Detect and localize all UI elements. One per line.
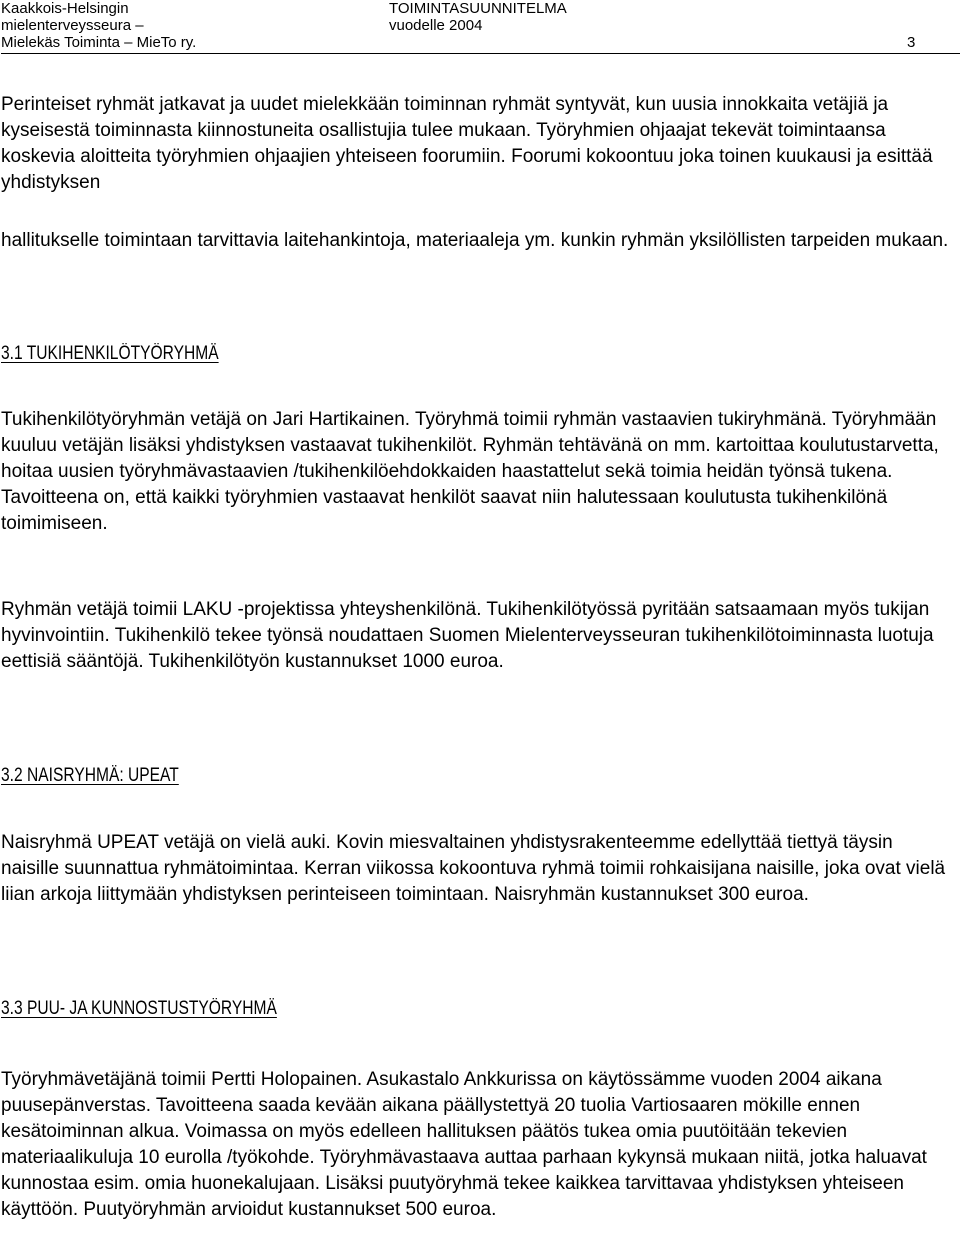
section-heading-3-2 <box>1 764 179 788</box>
page-number: 3 <box>907 34 916 51</box>
header-document-title <box>389 0 567 34</box>
section-heading-3-1-text: 3.1 TUKIHENKILÖTYÖRYHMÄ <box>1 343 219 364</box>
header-title-line-1: TOIMINTASUUNNITELMA <box>389 0 567 17</box>
intro-paragraph-part-1: Perinteiset ryhmät jatkavat ja uudet mielekkään toiminnan ryhmät syntyvät, kun uusia innokkaita vetäjiä ja kyseisestä toiminnasta kiinnostuneita osallistujia tulee mukaan. Työryhmien ohjaajat tekevät toimintaansa koskevia aloitteita työryhmien ohjaajien yhteiseen foorumiin. Foorumi kokoontuu joka toinen kuukausi ja esittää yhdistyksen <box>1 94 933 193</box>
section-3-1-paragraph-1: Tukihenkilötyöryhmän vetäjä on Jari Hartikainen. Työryhmä toimii ryhmän vastaavien tukiryhmänä. Työryhmään kuuluu vetäjän lisäksi yhdistyksen vastaavat tukihenkilöt. Ryhmän tehtävänä on mm. kartoittaa koulutustarvetta, hoitaa uusien työryhmävastaavien /tukihenkilöehdokkaiden haastattelut sekä toimia heidän työnsä tukena. Tavoitteena on, että kaikki työryhmien vastaavat henkilöt saavat niin halutessaan koulutusta tukihenkilönä toimimiseen. <box>1 409 939 534</box>
section-3-2-paragraph: Naisryhmä UPEAT vetäjä on vielä auki. Kovin miesvaltainen yhdistysrakenteemme edellyttää tiettyä täysin naisille suunnattua ryhmätoimintaa. Kerran viikossa kokoontuva ryhmä toimii rohkaisijana naisille, joka ovat vielä liian arkoja liittymään yhdistyksen perinteiseen toimintaan. Naisryhmän kustannukset 300 euroa. <box>1 832 946 905</box>
header-org-line-1: Kaakkois-Helsingin <box>1 0 129 17</box>
section-heading-3-3-text: 3.3 PUU- JA KUNNOSTUSTYÖRYHMÄ <box>1 998 277 1019</box>
header-title-line-2: vuodelle 2004 <box>389 17 483 34</box>
header-divider <box>1 53 960 54</box>
header-org-line-2: mielenterveysseura – <box>1 17 144 34</box>
section-heading-3-2-text: 3.2 NAISRYHMÄ: UPEAT <box>1 765 179 786</box>
intro-paragraph-part-2: hallitukselle toimintaan tarvittavia laitehankintoja, materiaaleja ym. kunkin ryhmän yksilöllisten tarpeiden mukaan. <box>1 230 949 251</box>
section-heading-3-1 <box>1 342 219 366</box>
header-org-line-3: Mielekäs Toiminta – MieTo ry. <box>1 34 197 51</box>
section-3-1-paragraph-2: Ryhmän vetäjä toimii LAKU -projektissa yhteyshenkilönä. Tukihenkilötyössä pyritään satsaamaan myös tukijan hyvinvointiin. Tukihenkilö tekee työnsä noudattaen Suomen Mielenterveysseuran tukihenkilötoiminnasta luotuja eettisiä sääntöjä. Tukihenkilötyön kustannukset 1000 euroa. <box>1 599 934 672</box>
header-organization <box>1 0 196 51</box>
section-3-3-paragraph: Työryhmävetäjänä toimii Pertti Holopainen. Asukastalo Ankkurissa on käytössämme vuoden 2004 aikana puusepänverstas. Tavoitteena saada kevään aikana päällystettyä 20 tuolia Vartiosaaren mökille ennen kesätoiminnan alkua. Voimassa on myös edelleen hallituksen päätös tukea omia puutöitään tekevien materiaalikuluja 10 eurolla /työkohde. Työryhmävastaava auttaa parhaan kykynsä mukaan niitä, jotka haluavat kunnostaa esim. omia huonekalujaan. Lisäksi puutyöryhmä tekee kaikkea tarvittavaa yhdistyksen yhteiseen käyttöön. Puutyöryhmän arvioidut kustannukset 500 euroa. <box>1 1069 927 1220</box>
section-heading-3-3 <box>1 997 277 1021</box>
